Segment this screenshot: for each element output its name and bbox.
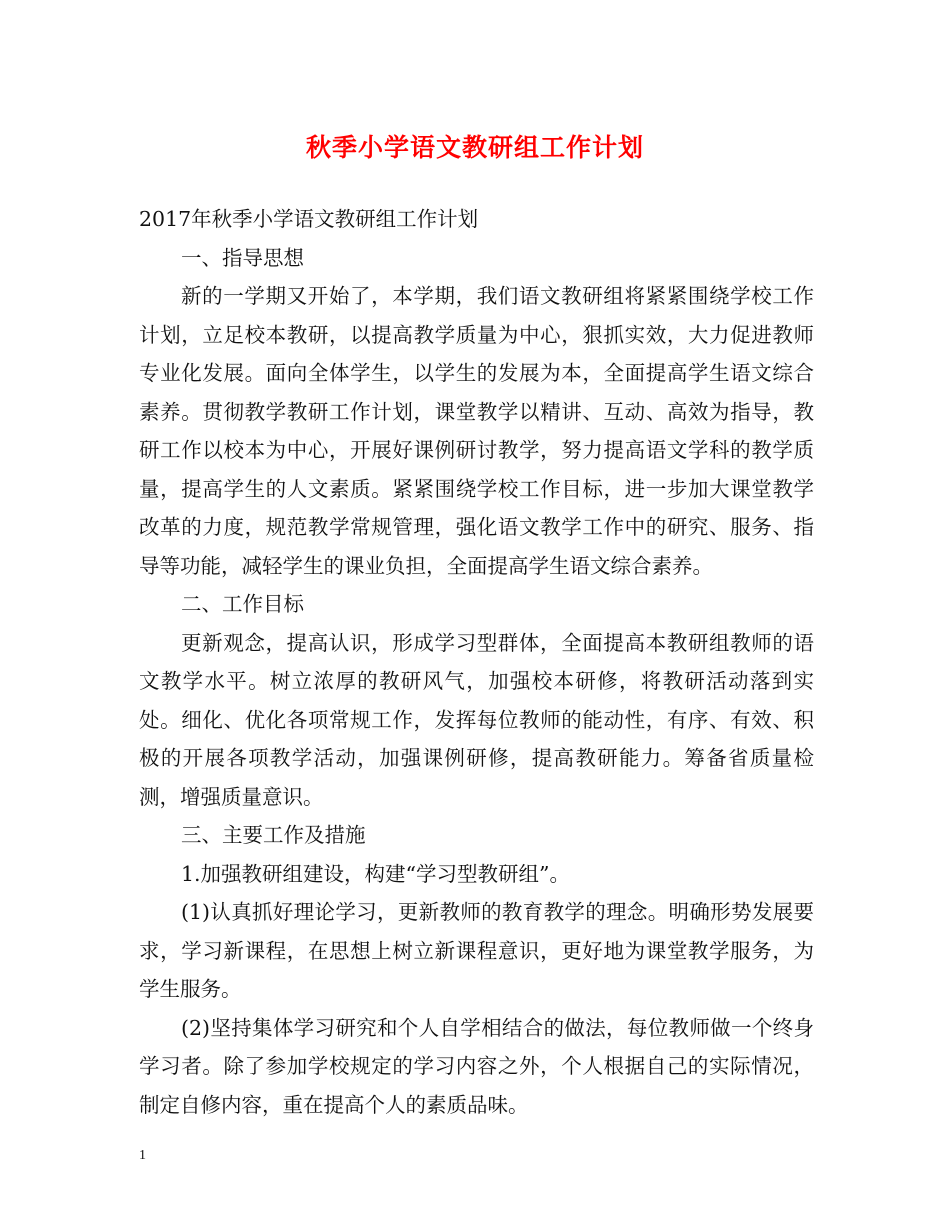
page-number: 1 bbox=[139, 1148, 146, 1163]
list-item: (2)坚持集体学习研究和个人自学相结合的做法，每位教师做一个终身学习者。除了参加学校规定的学习内容之外，个人根据自己的实际情况，制定自修内容，重在提高个人的素质品味。 bbox=[139, 1015, 814, 1117]
paragraph: 更新观念，提高认识，形成学习型群体，全面提高本教研组教师的语文教学水平。树立浓厚的教研风气，加强校本研修，将教研活动落到实处。细化、优化各项常规工作，发挥每位教师的能动性，有序、有效、积极的开展各项教学活动，加强课例研修，提高教研能力。筹备省质量检测，增强质量意识。 bbox=[139, 630, 814, 809]
list-item: (1)认真抓好理论学习，更新教师的教育教学的理念。明确形势发展要求，学习新课程，在思想上树立新课程意识，更好地为课堂教学服务，为学生服务。 bbox=[139, 900, 814, 1001]
section-heading: 三、主要工作及措施 bbox=[181, 823, 366, 847]
document-title: 秋季小学语文教研组工作计划 bbox=[305, 133, 644, 162]
section-heading: 二、工作目标 bbox=[181, 592, 304, 616]
section-heading: 一、指导思想 bbox=[181, 245, 304, 270]
document-body bbox=[139, 200, 814, 1124]
list-item-heading: 1.加强教研组建设，构建“学习型教研组”。 bbox=[181, 861, 571, 886]
paragraph: 新的一学期又开始了，本学期，我们语文教研组将紧紧围绕学校工作计划，立足校本教研，以提高教学质量为中心，狠抓实效，大力促进教师专业化发展。面向全体学生，以学生的发展为本，全面提高学生语文综合素养。贯彻教学教研工作计划，课堂教学以精讲、互动、高效为指导，教研工作以校本为中心，开展好课例研讨教学，努力提高语文学科的教学质量，提高学生的人文素质。紧紧围绕学校工作目标，进一步加大课堂教学改革的力度，规范教学常规管理，强化语文教学工作中的研究、服务、指导等功能，减轻学生的课业负担，全面提高学生语文综合素养。 bbox=[139, 284, 814, 578]
paragraph-subtitle: 2017年秋季小学语文教研组工作计划 bbox=[139, 207, 479, 231]
